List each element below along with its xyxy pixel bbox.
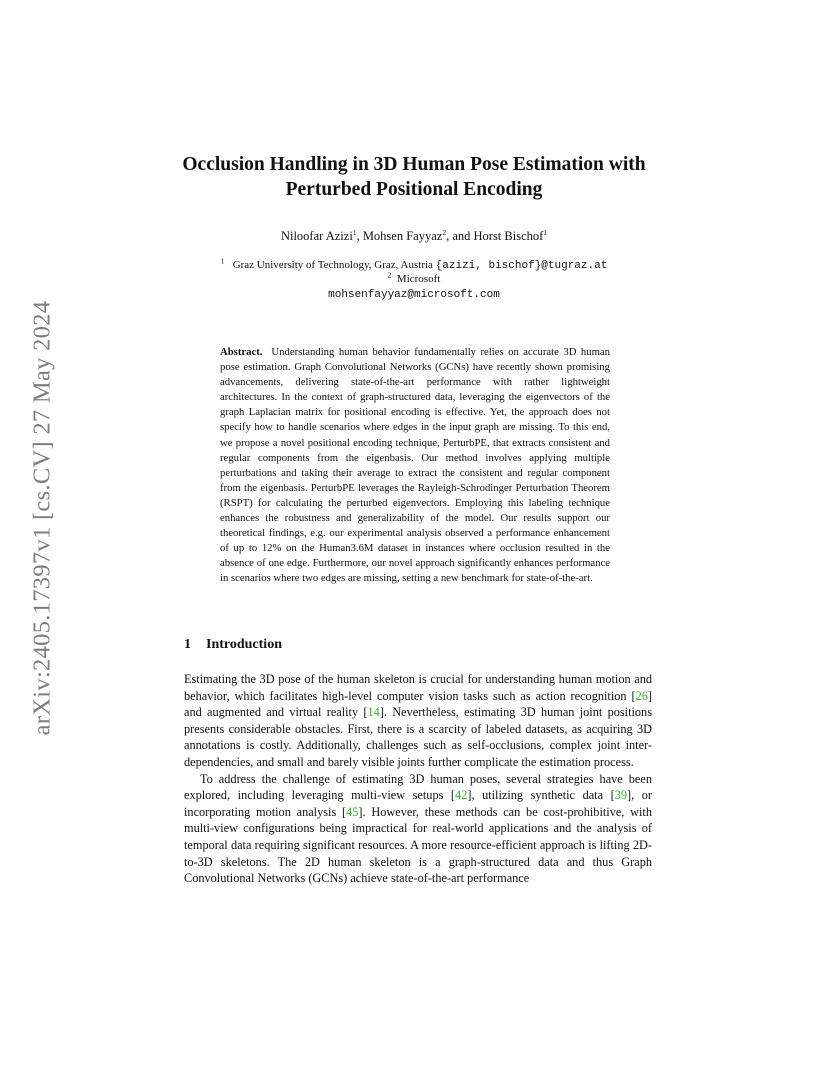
paragraph-text: Estimating the 3D pose of the human skeleton is crucial for understanding human motion and behavior, which facilitates high-level computer vision tasks such as action recognition [ bbox=[184, 672, 652, 703]
body-text bbox=[184, 671, 652, 887]
affiliation-email: mohsenfayyaz@microsoft.com bbox=[328, 289, 500, 301]
arxiv-stamp bbox=[22, 275, 62, 760]
citation-link[interactable]: 45 bbox=[346, 804, 359, 819]
paragraph-text: ]. However, these methods can be cost-prohibitive, with multi-view configurations being impractical for real-world applications and the analysis of temporal data requiring significant resources. A more resource-efficient approach is lifting 2D-to-3D skeletons. The 2D human skeleton is a graph-structured data and thus Graph Convolutional Networks (GCNs) achieve state-of-the-art performance bbox=[184, 804, 652, 886]
paragraph-text: ], utilizing synthetic data [ bbox=[467, 788, 615, 803]
abstract-label: Abstract. bbox=[220, 346, 263, 358]
section-number: 1 bbox=[184, 637, 191, 652]
abstract bbox=[220, 345, 610, 587]
paper-title bbox=[140, 152, 688, 202]
paragraph bbox=[184, 671, 652, 771]
citation-link[interactable]: 26 bbox=[635, 688, 648, 703]
author-name: Niloofar Azizi bbox=[280, 229, 353, 243]
citation-link[interactable]: 14 bbox=[367, 705, 380, 720]
section-title: Introduction bbox=[206, 637, 282, 652]
author-name: Mohsen Fayyaz bbox=[362, 229, 443, 243]
abstract-text: Understanding human behavior fundamentally relies on accurate 3D human pose estimation. Graph Convolutional Networks (GCNs) have recently shown promising advancements, delivering state-of-the-art performance with rather lightweight architectures. In the context of graph-structured data, leveraging the eigenvectors of the graph Laplacian matrix for positional encoding is effective. Yet, the approach does not specify how to handle scenarios where edges in the input graph are missing. To this end, we propose a novel positional encoding technique, PerturbPE, that extracts consistent and regular components from the eigenbasis. Our method involves applying multiple perturbations and taking their average to extract the consistent and regular component from the eigenbasis. PerturbPE leverages the Rayleigh-Schrodinger Perturbation Theorem (RSPT) for calculating the perturbed eigenvectors. Employing this labeling technique enhances the robustness and generalizability of the model. Our results support our theoretical findings, e.g. our experimental analysis observed a performance enhancement of up to 12% on the Human3.6M dataset in instances where occlusion resulted in the absence of one edge. Furthermore, our novel approach significantly enhances performance in scenarios where two edges are missing, setting a new benchmark for state-of-the-art. bbox=[220, 346, 610, 585]
arxiv-identifier: arXiv:2405.17397v1 [cs.CV] 27 May 2024 bbox=[28, 300, 56, 735]
paragraph bbox=[184, 771, 652, 887]
affiliation-name: Graz University of Technology, Graz, Austria bbox=[232, 259, 433, 271]
affiliation-mark: 2 bbox=[387, 270, 392, 280]
paragraph-text: ]. Nevertheless, estimating 3D human joint positions presents considerable obstacles. First, there is a scarcity of labeled datasets, as acquiring 3D annotations is costly. Additionally, challenges such as self-occlusions, complex joint inter-dependencies, and small and barely visible joints further complicate the estimation process. bbox=[184, 705, 652, 769]
author-list: Niloofar Azizi$^1$, Mohsen Fayyaz$^2$, and Horst Bischof$^1$ bbox=[280, 227, 548, 243]
affiliation bbox=[140, 270, 688, 285]
affiliation-mark: 1 bbox=[220, 256, 225, 266]
author-affil-mark: 1 bbox=[352, 227, 357, 237]
affiliation-email: {azizi, bischof}@tugraz.at bbox=[435, 260, 608, 272]
author-affil-mark: 2 bbox=[442, 227, 447, 237]
author-affil-mark: 1 bbox=[543, 227, 548, 237]
paragraph-text: To address the challenge of estimating 3D human poses, several strategies have been explored, including leveraging multi-view setups [ bbox=[184, 771, 652, 803]
citation-link[interactable]: 39 bbox=[614, 788, 628, 803]
paragraph-text: ], or incorporating motion analysis [ bbox=[184, 788, 652, 819]
affiliation bbox=[140, 256, 688, 272]
affiliation-name: Microsoft bbox=[396, 273, 441, 285]
paragraph-text: ] and augmented and virtual reality [ bbox=[184, 688, 652, 720]
citation-link[interactable]: 42 bbox=[455, 788, 468, 803]
author-name: Horst Bischof bbox=[473, 229, 544, 243]
title-line: Perturbed Positional Encoding bbox=[285, 179, 543, 200]
section-heading bbox=[184, 637, 282, 653]
title-line: Occlusion Handling in 3D Human Pose Estimation with bbox=[182, 154, 646, 175]
